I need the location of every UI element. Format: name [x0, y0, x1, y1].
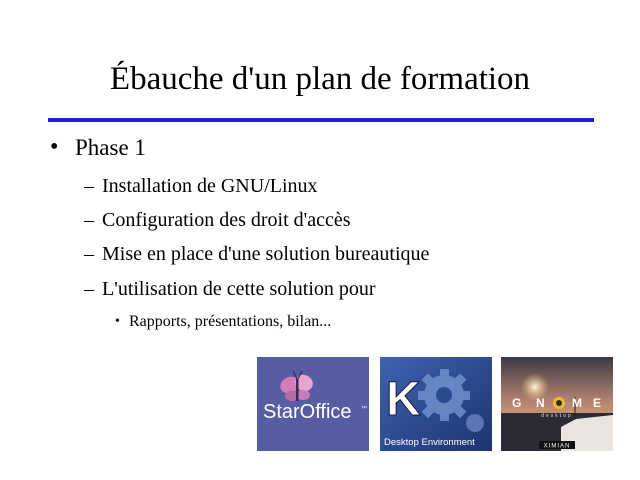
- ximian-label: XIMIAN: [543, 443, 571, 450]
- list-item-bureautique: Mise en place d'une solution bureautique: [102, 243, 430, 265]
- bullet-phase-1: •: [50, 134, 59, 160]
- sub-item-rapports: Rapports, présentations, bilan...: [129, 313, 332, 330]
- gnome-subtitle: desktop: [541, 413, 573, 419]
- gnome-foot-icon: [553, 397, 565, 409]
- dash-item-2: –: [84, 209, 94, 231]
- kde-caption: Desktop Environment: [384, 437, 475, 448]
- staroffice-tm: ™: [361, 406, 367, 412]
- sun-icon: [521, 373, 549, 401]
- kde-k-letter: K: [386, 373, 421, 426]
- list-item-installation: Installation de GNU/Linux: [102, 175, 318, 197]
- small-gear-icon: [466, 414, 484, 432]
- gnome-letter-g: G: [512, 396, 522, 410]
- list-item-configuration: Configuration des droit d'accès: [102, 209, 351, 231]
- dash-item-1: –: [84, 175, 94, 197]
- kde-logo: [380, 357, 492, 451]
- gear-icon: [418, 369, 470, 421]
- phase-1-label: Phase 1: [75, 135, 146, 160]
- gnome-letter-m: M: [572, 396, 582, 410]
- gnome-letter-n: N: [536, 396, 545, 410]
- dash-item-4: –: [84, 278, 94, 300]
- slide-title: Ébauche d'un plan de formation: [109, 61, 531, 97]
- dash-item-3: –: [84, 243, 94, 265]
- title-underline: [48, 118, 594, 122]
- list-item-utilisation: L'utilisation de cette solution pour: [102, 278, 376, 300]
- staroffice-logo: [257, 357, 369, 451]
- bullet-sub-item: •: [115, 314, 120, 329]
- gnome-logo: [501, 357, 613, 451]
- gnome-letter-e: E: [593, 396, 602, 410]
- staroffice-wordmark: StarOffice: [263, 401, 352, 423]
